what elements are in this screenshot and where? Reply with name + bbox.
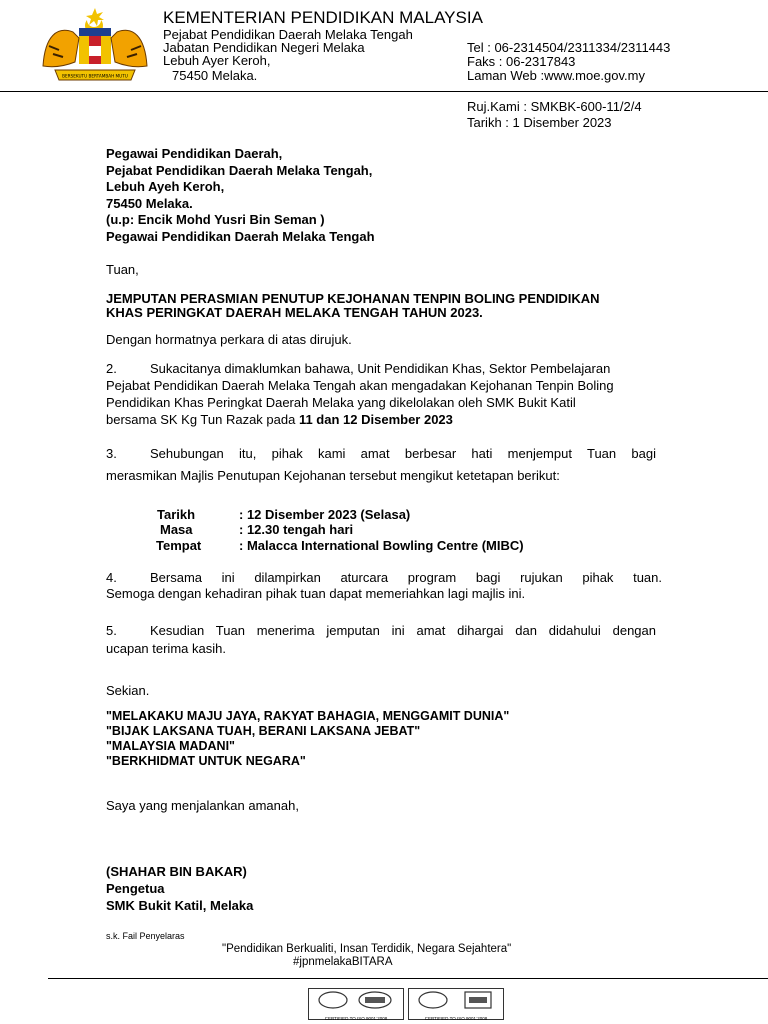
paragraph-text: Sukacitanya dimaklumkan bahawa, Unit Pendidikan Khas, Sektor Pembelajaran <box>150 361 611 376</box>
slogan-line: "BERKHIDMAT UNTUK NEGARA" <box>106 754 306 768</box>
paragraph-text <box>106 412 453 428</box>
intro-sentence: Dengan hormatnya perkara di atas dirujuk. <box>106 332 352 347</box>
paragraph-text: Semoga dengan kehadiran pihak tuan dapat memeriahkan lagi majlis ini. <box>106 586 526 601</box>
recipient-line: Lebuh Ayeh Keroh, <box>106 179 225 194</box>
subject-line: KHAS PERINGKAT DAERAH MELAKA TENGAH TAHUN 2023. <box>106 305 483 320</box>
event-dates: 11 dan 12 Disember 2023 <box>298 412 453 427</box>
footer-divider <box>48 978 768 979</box>
detail-value-time: : 12.30 tengah hari <box>239 522 354 537</box>
address-line: 75450 Melaka. <box>172 68 258 83</box>
slogan-line: "MALAYSIA MADANI" <box>106 739 235 753</box>
fax: Faks : 06-2317843 <box>467 54 576 69</box>
recipient-line: Pejabat Pendidikan Daerah Melaka Tengah, <box>106 163 373 178</box>
svg-text:BERSEKUTU BERTAMBAH MUTU: BERSEKUTU BERTAMBAH MUTU <box>62 73 128 79</box>
paragraph-text-prefix: bersama SK Kg Tun Razak pada <box>106 412 299 427</box>
signatory-name: (SHAHAR BIN BAKAR) <box>106 864 247 879</box>
detail-label-venue: Tempat <box>156 538 202 553</box>
recipient-line: 75450 Melaka. <box>106 196 193 211</box>
paragraph-number: 2. <box>106 361 117 376</box>
subject-line: JEMPUTAN PERASMIAN PENUTUP KEJOHANAN TENPIN BOLING PENDIDIKAN <box>106 291 600 306</box>
paragraph-text: merasmikan Majlis Penutupan Kejohanan tersebut mengikut ketetapan berikut: <box>106 468 560 483</box>
recipient-line: (u.p: Encik Mohd Yusri Bin Seman ) <box>106 212 325 227</box>
trust-line: Saya yang menjalankan amanah, <box>106 798 299 813</box>
slogan-line: "MELAKAKU MAJU JAYA, RAKYAT BAHAGIA, MENGGAMIT DUNIA" <box>106 709 510 723</box>
iso-certification-badge <box>308 988 404 1020</box>
signatory-title: Pengetua <box>106 881 165 896</box>
detail-value-venue: : Malacca International Bowling Centre (MIBC) <box>239 538 524 553</box>
quality-system-logo <box>309 989 403 1011</box>
quality-system-logo <box>409 989 503 1011</box>
signatory-school: SMK Bukit Katil, Melaka <box>106 898 254 913</box>
footer-hashtag: #jpnmelakaBITARA <box>293 956 393 968</box>
telephone: Tel : 06-2314504/2311334/2311443 <box>467 40 671 55</box>
address-line: Jabatan Pendidikan Negeri Melaka <box>163 40 365 55</box>
certificate-caption: CERTIFIED TO ISO 9001:2008 <box>324 1016 388 1021</box>
paragraph-number: 5. <box>106 623 117 638</box>
paragraph-number: 4. <box>106 570 117 585</box>
address-line: Pejabat Pendidikan Daerah Melaka Tengah <box>163 27 413 42</box>
paragraph-text: Bersama ini dilampirkan aturcara program bagi rujukan pihak tuan. <box>150 570 662 585</box>
paragraph-text: Sehubungan itu, pihak kami amat berbesar hati menjemput Tuan bagi <box>150 446 656 461</box>
recipient-line: Pegawai Pendidikan Daerah Melaka Tengah <box>106 229 375 244</box>
detail-label-time: Masa <box>160 522 193 537</box>
carbon-copy: s.k. Fail Penyelaras <box>106 931 185 941</box>
letter-date: Tarikh : 1 Disember 2023 <box>467 115 612 130</box>
ministry-title: KEMENTERIAN PENDIDIKAN MALAYSIA <box>163 8 483 27</box>
iso-certification-badge <box>408 988 504 1020</box>
reference-number: Ruj.Kami : SMKBK-600-11/2/4 <box>467 99 642 114</box>
paragraph-number: 3. <box>106 446 117 461</box>
recipient-line: Pegawai Pendidikan Daerah, <box>106 146 283 161</box>
paragraph-text: Kesudian Tuan menerima jemputan ini amat dihargai dan didahului dengan <box>150 623 656 638</box>
salutation: Tuan, <box>106 262 139 277</box>
paragraph-text: Pendidikan Khas Peringkat Daerah Melaka yang dikelolakan oleh SMK Bukit Katil <box>106 395 576 410</box>
malaysia-coat-of-arms-logo <box>35 6 155 86</box>
footer-motto: "Pendidikan Berkualiti, Insan Terdidik, Negara Sejahtera" <box>222 943 512 955</box>
header-divider <box>0 91 768 92</box>
website: Laman Web :www.moe.gov.my <box>467 68 645 83</box>
paragraph-text: Pejabat Pendidikan Daerah Melaka Tengah akan mengadakan Kejohanan Tenpin Boling <box>106 378 614 393</box>
address-line: Lebuh Ayer Keroh, <box>163 53 271 68</box>
detail-label-date: Tarikh <box>157 507 196 522</box>
slogan-line: "BIJAK LAKSANA TUAH, BERANI LAKSANA JEBAT" <box>106 724 421 738</box>
closing: Sekian. <box>106 683 150 698</box>
certificate-caption: CERTIFIED TO ISO 9001:2008 <box>424 1016 488 1021</box>
detail-value-date: : 12 Disember 2023 (Selasa) <box>239 507 411 522</box>
paragraph-text: ucapan terima kasih. <box>106 641 226 656</box>
